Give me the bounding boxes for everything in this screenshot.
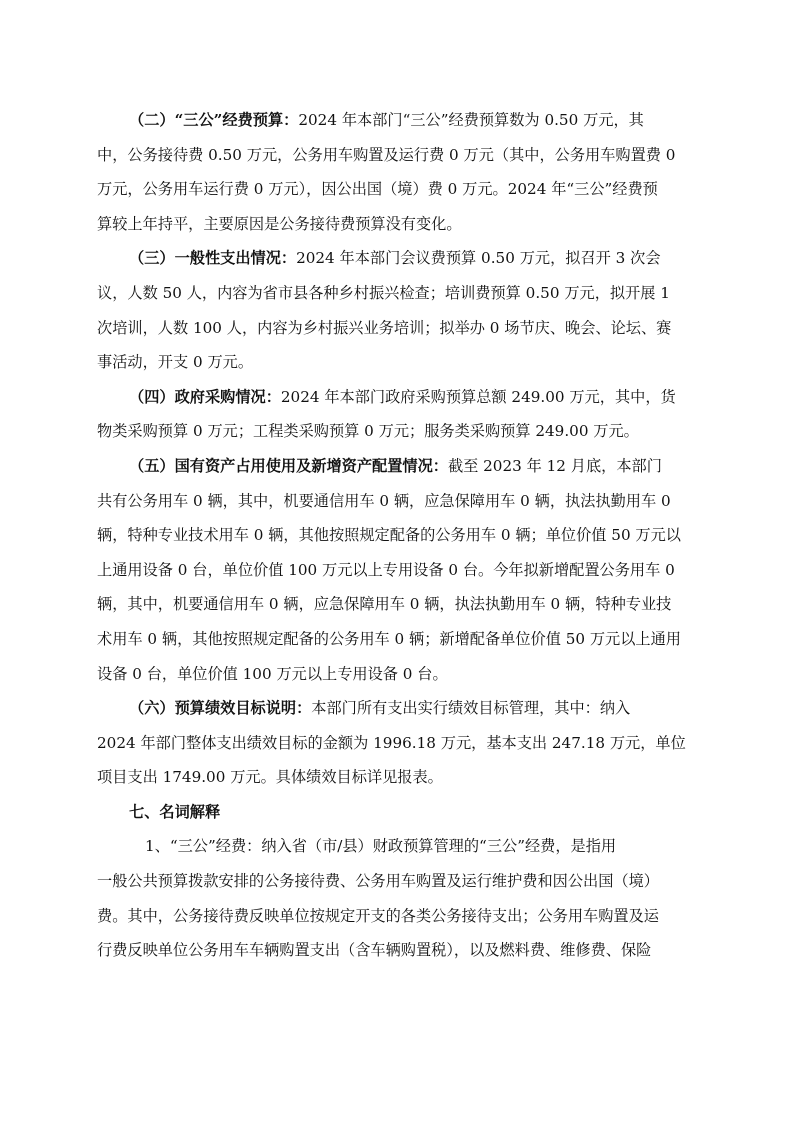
section-2-line-0: 2024 年本部门“三公”经费预算数为 0.50 万元，其 bbox=[298, 111, 644, 129]
section-5-line-3: 上通用设备 0 台，单位价值 100 万元以上专用设备 0 台。今年拟新增配置公务用车 0 bbox=[97, 560, 675, 579]
section-7-line-2: 费。其中，公务接待费反映单位按规定开支的各类公务接待支出；公务用车购置及运 bbox=[97, 906, 659, 925]
document-page bbox=[97, 103, 697, 968]
section-2-line-3: 算较上年持平，主要原因是公务接待费预算没有变化。 bbox=[97, 214, 462, 233]
section-7-line-3: 行费反映单位公务用车车辆购置支出（含车辆购置税），以及燃料费、维修费、保险 bbox=[97, 941, 652, 960]
section-7-line-1: 一般公共预算拨款安排的公务接待费、公务用车购置及运行维护费和因公出国（境） bbox=[97, 872, 659, 891]
section-6-first-line bbox=[97, 691, 697, 726]
section-3-line-3: 事活动，开支 0 万元。 bbox=[97, 353, 254, 372]
section-5-line-5: 术用车 0 辆，其他按照规定配备的公务用车 0 辆；新增配备单位价值 50 万元以上通用 bbox=[97, 629, 681, 648]
section-7-heading: 七、名词解释 bbox=[129, 802, 221, 821]
section-3-first-line bbox=[97, 241, 697, 276]
section-3-line-2: 次培训，人数 100 人，内容为乡村振兴业务培训；拟举办 0 场节庆、晚会、论坛、赛 bbox=[97, 318, 672, 337]
section-2-heading: （二）“三公”经费预算： bbox=[129, 111, 299, 129]
section-4-line-1: 物类采购预算 0 万元；工程类采购预算 0 万元；服务类采购预算 249.00 万元。 bbox=[97, 422, 639, 441]
section-4-line-0: 2024 年本部门政府采购预算总额 249.00 万元，其中，货 bbox=[280, 387, 676, 406]
section-2-first-line bbox=[97, 103, 697, 138]
section-2-line-1: 中，公务接待费 0.50 万元，公务用车购置及运行费 0 万元（其中，公务用车购置费 0 bbox=[97, 145, 676, 164]
section-3-line-0: 2024 年本部门会议费预算 0.50 万元，拟召开 3 次会 bbox=[296, 249, 661, 268]
section-5-first-line bbox=[97, 449, 697, 484]
section-3-line-1: 议，人数 50 人，内容为省市县各种乡村振兴检查；培训费预算 0.50 万元，拟开展 1 bbox=[97, 283, 670, 302]
section-4-first-line bbox=[97, 380, 697, 415]
section-3-heading: （三）一般性支出情况： bbox=[129, 249, 297, 268]
section-5-line-6: 设备 0 台，单位价值 100 万元以上专用设备 0 台。 bbox=[97, 664, 448, 683]
section-6-line-1: 2024 年部门整体支出绩效目标的金额为 1996.18 万元，基本支出 247.18 万元，单位 bbox=[97, 733, 686, 752]
section-2-line-2: 万元，公务用车运行费 0 万元），因公出国（境）费 0 万元。2024 年“三公”经费预 bbox=[97, 180, 658, 199]
section-5-line-1: 共有公务用车 0 辆，其中，机要通信用车 0 辆，应急保障用车 0 辆，执法执勤用车 0 bbox=[97, 491, 671, 510]
section-6-line-2: 项目支出 1749.00 万元。具体绩效目标详见报表。 bbox=[97, 768, 443, 787]
section-7-line-0: 1、“三公”经费：纳入省（市/县）财政预算管理的“三公”经费，是指用 bbox=[145, 837, 617, 856]
section-5-line-4: 辆，其中，机要通信用车 0 辆，应急保障用车 0 辆，执法执勤用车 0 辆，特种专业技 bbox=[97, 595, 672, 614]
section-4-heading: （四）政府采购情况： bbox=[129, 387, 281, 406]
section-5-line-0: 截至 2023 年 12 月底，本部门 bbox=[447, 456, 662, 475]
section-5-line-2: 辆，特种专业技术用车 0 辆，其他按照规定配备的公务用车 0 辆；单位价值 50 万元以 bbox=[97, 526, 681, 545]
section-6-line-0: 本部门所有支出实行绩效目标管理，其中：纳入 bbox=[311, 699, 631, 718]
section-5-heading: （五）国有资产占用使用及新增资产配置情况： bbox=[129, 456, 448, 475]
section-6-heading: （六）预算绩效目标说明： bbox=[129, 699, 312, 718]
